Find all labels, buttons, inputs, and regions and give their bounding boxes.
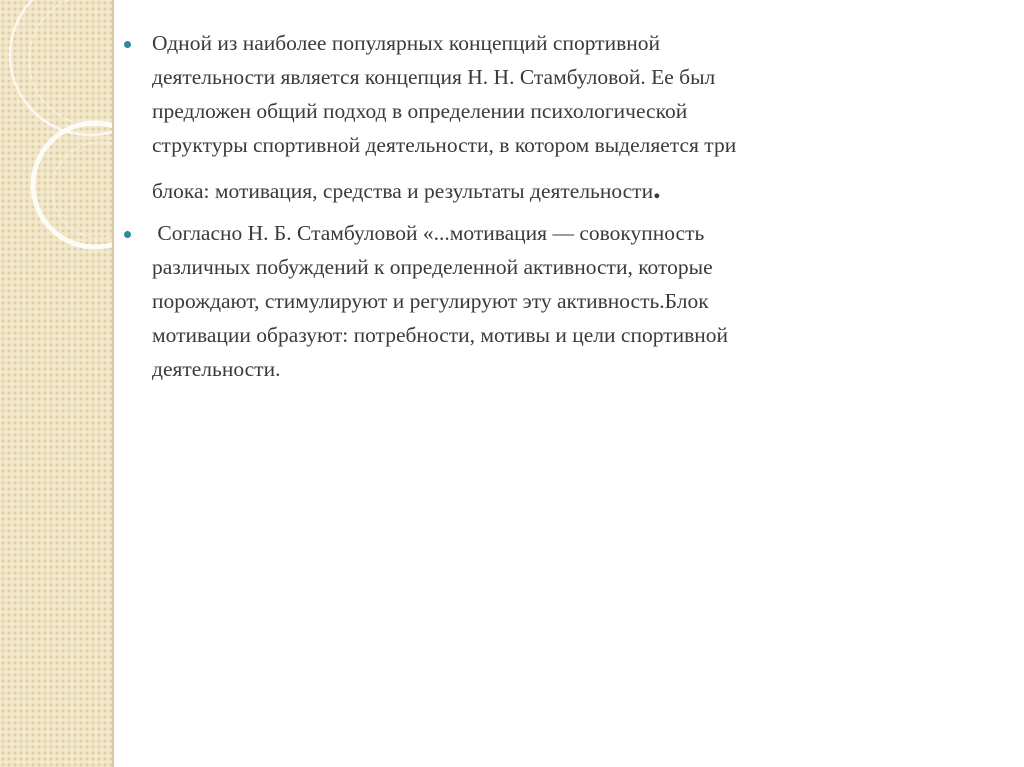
slide-body [118, 26, 948, 386]
text-line: мотивации образуют: потребности, мотивы и цели спортивной [152, 323, 728, 347]
text-line: предложен общий подход в определении психологической [152, 99, 688, 123]
bullet-icon [124, 231, 131, 238]
text-line-last [152, 174, 948, 208]
bullet-item-2 [118, 216, 948, 386]
decorative-side-band [0, 0, 112, 767]
band-divider [112, 0, 114, 767]
text-line: деятельности. [152, 357, 281, 381]
text-line: структуры спортивной деятельности, в котором выделяется три [152, 133, 737, 157]
bullet-item-1 [118, 26, 948, 208]
emphasized-period: . [653, 172, 661, 205]
text-line: Согласно Н. Б. Стамбуловой «...мотивация — совокупность [152, 221, 705, 245]
text-line: Одной из наиболее популярных концепций спортивной [152, 31, 660, 55]
text-line: порождают, стимулируют и регулируют эту активность.Блок [152, 289, 709, 313]
text-line: деятельности является концепция Н. Н. Стамбуловой. Ее был [152, 65, 716, 89]
text-line: различных побуждений к определенной активности, которые [152, 255, 713, 279]
decorative-circles [0, 0, 112, 767]
bullet-icon [124, 41, 131, 48]
text-line-body: блока: мотивация, средства и результаты деятельности [152, 179, 654, 203]
